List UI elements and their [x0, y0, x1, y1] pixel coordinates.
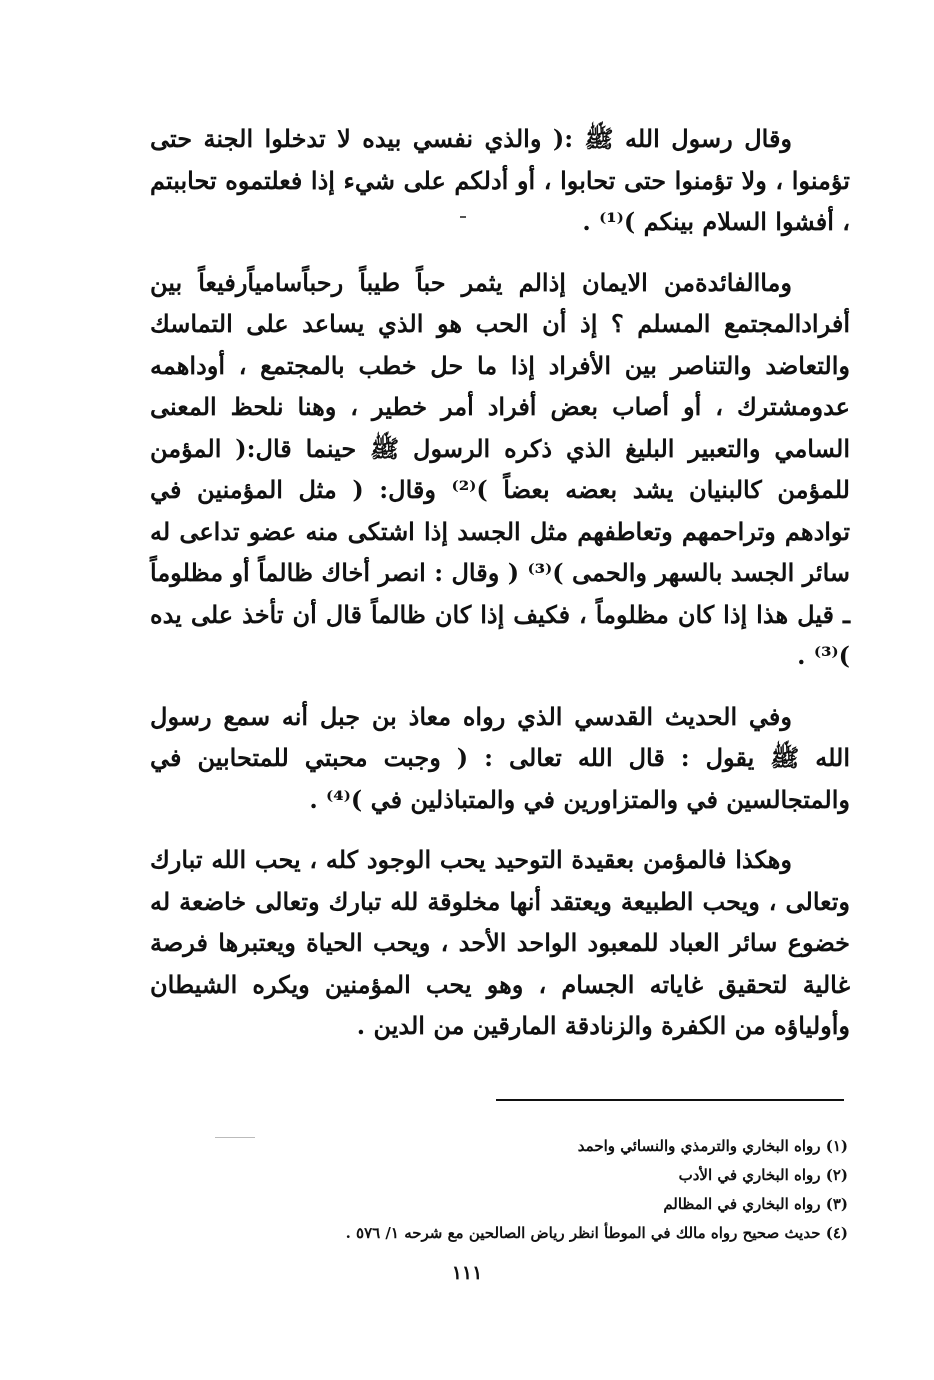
paragraph-1: وقال رسول الله ﷺ :( والذي نفسي بيده لا تدخلوا الجنة حتى تؤمنوا ، ولا تؤمنوا حتى تحابوا ، أو أدلكم على شيء إذا فعلتموه تحاببتم ، أفشوا السلام بينكم )⁽¹⁾ . — [150, 124, 850, 236]
paragraph-3: وفي الحديث القدسي الذي رواه معاذ بن جبل أنه سمع رسول الله ﷺ يقول : قال الله تعالى : ( وجبت محبتي للمتحابين في والمتجالسين في والمتزاورين في والمتباذلين في )⁽⁴⁾ . — [150, 701, 850, 814]
footnote-separator — [496, 1099, 844, 1101]
footnote-3: (٣) رواه البخاري في المظالم — [663, 1195, 848, 1213]
footnote-4: (٤) حديث صحيح رواه مالك في الموطأ انظر رياض الصالحين مع شرحه ١/ ٥٧٦ . — [345, 1224, 848, 1242]
footnote-2: (٢) رواه البخاري في الأدب — [678, 1166, 848, 1184]
page-number: ١١١ — [451, 1262, 483, 1284]
footnotes — [300, 1132, 848, 1248]
scan-speck — [460, 216, 466, 218]
scan-speck — [215, 1137, 255, 1138]
footnote-1: (١) رواه البخاري والترمذي والنسائي واحمد — [577, 1137, 848, 1155]
paragraph-4: وهكذا فالمؤمن بعقيدة التوحيد يحب الوجود كله ، يحب الله تبارك وتعالى ، ويحب الطبيعة ويعتقد أنها مخلوقة لله تبارك وتعالى خاضعة له خضوع سائر العباد للمعبود الواحد الأحد ، ويحب الحياة ويعتبرها فرصة غالية لتحقيق غاياته الجسام ، وهو يحب المؤمنين ويكره الشيطان وأولياؤه من الكفرة والزنادقة المارقين من الدين . — [150, 845, 850, 1040]
main-text — [150, 118, 850, 1066]
paragraph-2: وماالفائدةمن الايمان إذالم يثمر حباً طيباً رحباًسامياًرفيعاً بين أفرادالمجتمع المسلم ؟ إذ أن الحب هو الذي يساعد على التماسك والتعاضد والتناصر بين الأفراد إذا ما حل خطب بالمجتمع ، أوداهمه عدومشترك ، أو أصاب بعض أفراد أمر خطير ، وهنا نلحظ المعنى السامي والتعبير البليغ الذي ذكره الرسول ﷺ حينما قال:( المؤمن للمؤمن كالبنيان يشد بعضه بعضاً )⁽²⁾ وقال: ( مثل المؤمنين في توادهم وتراحمهم وتعاطفهم مثل الجسد إذا اشتكى منه عضو تداعى له سائر الجسد بالسهر والحمى )⁽³⁾ ( وقال : انصر أخاك ظالماً أو مظلوماً ـ قيل هذا إذا كان مظلوماً ، فكيف إذا كان ظالماً قال أن تأخذ على يده )⁽³⁾ . — [150, 267, 851, 670]
